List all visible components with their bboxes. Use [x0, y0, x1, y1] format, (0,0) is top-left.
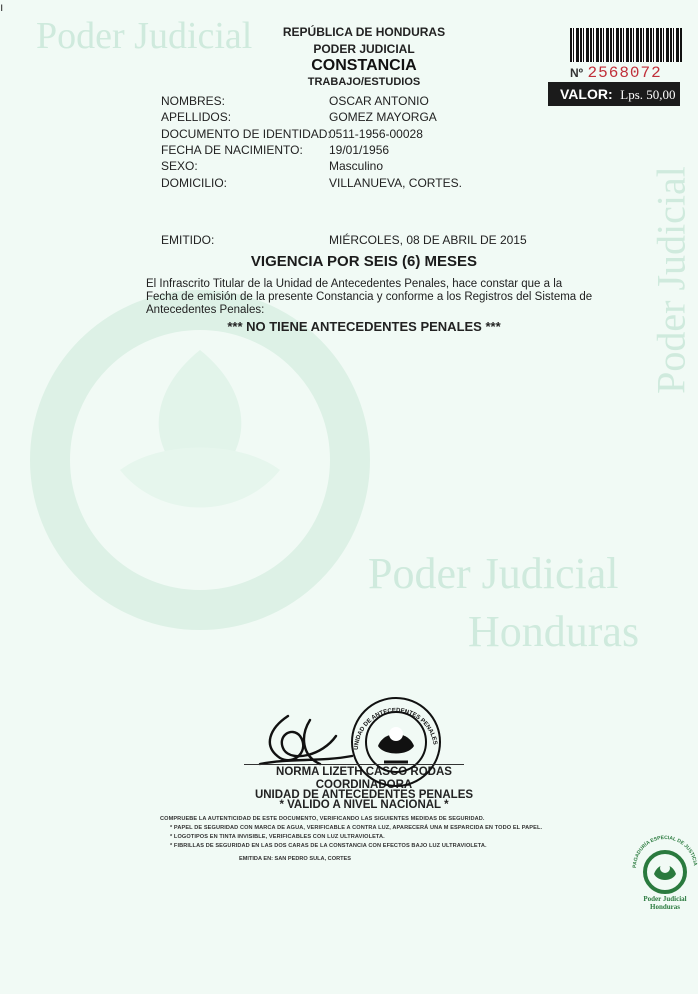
barcode: [570, 28, 682, 62]
svg-text:PAGADURÍA ESPECIAL DE JUSTICIA: PAGADURÍA ESPECIAL DE JUSTICIA: [631, 834, 698, 869]
signer-role: COORDINADORA: [315, 779, 413, 791]
logo-caption-line1: Poder Judicial: [643, 895, 687, 903]
header-republic: REPÚBLICA DE HONDURAS: [282, 25, 446, 39]
watermark-seal-emblem: [30, 290, 390, 630]
nombres-value: OSCAR ANTONIO: [329, 94, 429, 108]
security-note-fibers: * FIBRILLAS DE SEGURIDAD EN LAS DOS CARAS DE LA CONSTANCIA CON EFECTOS BAJO LUZ ULTRAVIOLETA.: [170, 843, 487, 849]
documento-value: 0511-1956-00028: [329, 127, 423, 141]
emitted-in: EMITIDA EN: SAN PEDRO SULA, CORTES: [239, 856, 351, 862]
signer-name: NORMA LIZETH CASCO RODAS: [276, 766, 452, 778]
nacimiento-value: 19/01/1956: [329, 143, 390, 157]
corner-mark: ı: [0, 0, 4, 14]
emitido-label: EMITIDO:: [161, 233, 215, 247]
sexo-value: Masculino: [329, 159, 384, 173]
document-subtitle: TRABAJO/ESTUDIOS: [307, 76, 421, 88]
valor-box: [548, 82, 680, 106]
logo-caption-line2: Honduras: [650, 903, 680, 911]
valor-amount: Lps. 50,00: [620, 87, 676, 102]
document-title: CONSTANCIA: [311, 57, 417, 74]
documento-label: DOCUMENTO DE IDENTIDAD:: [161, 127, 331, 141]
emitido-value: MIÉRCOLES, 08 DE ABRIL DE 2015: [329, 233, 527, 247]
security-note-watermark: * PAPEL DE SEGURIDAD CON MARCA DE AGUA, VERIFICABLE A CONTRA LUZ, APARECERÁ UNA M ESPARCIDA EN TODO EL PAPEL.: [170, 825, 543, 831]
handwritten-signature: [240, 706, 360, 776]
watermark-center-line2: Honduras: [468, 607, 640, 656]
result-statement: *** NO TIENE ANTECEDENTES PENALES ***: [227, 319, 501, 334]
domicilio-label: DOMICILIO:: [161, 176, 228, 190]
pagaduria-logo-caption: [630, 895, 698, 911]
validity-note: * VALIDO A NIVEL NACIONAL *: [279, 799, 449, 811]
domicilio-value: VILLANUEVA, CORTES.: [329, 176, 462, 190]
serial-label: Nº: [570, 66, 584, 80]
serial-value: 2568072: [587, 64, 662, 82]
declaration-paragraph: El Infrascrito Titular de la Unidad de Antecedentes Penales, hace constar que a la Fecha de emisión de la presente Constancia y conforme a los Registros del Sistema de Antecedentes Penales:: [146, 278, 593, 316]
signer-unit: UNIDAD DE ANTECEDENTES PENALES: [254, 789, 474, 801]
svg-text:UNIDAD DE ANTECEDENTES PENALES: UNIDAD DE ANTECEDENTES PENALES: [353, 707, 438, 751]
security-note-logos: * LOGOTIPOS EN TINTA INVISIBLE, VERIFICABLES CON LUZ ULTRAVIOLETA.: [170, 834, 385, 840]
header-poder-judicial: PODER JUDICIAL: [313, 42, 415, 56]
security-intro: COMPRUEBE LA AUTENTICIDAD DE ESTE DOCUMENTO, VERIFICANDO LAS SIGUIENTES MEDIDAS DE SEGURIDAD.: [160, 816, 485, 822]
signature-line: [244, 764, 464, 765]
watermark-center-line1: Poder Judicial: [368, 549, 619, 598]
watermark-right-vertical: Poder Judicial: [648, 166, 694, 394]
valor-label: VALOR:: [560, 86, 613, 102]
sexo-label: SEXO:: [161, 159, 198, 173]
unit-seal-stamp: [344, 690, 448, 794]
watermark-top-left: Poder Judicial: [36, 15, 253, 57]
vigencia-heading: VIGENCIA POR SEIS (6) MESES: [250, 253, 478, 270]
apellidos-value: GOMEZ MAYORGA: [329, 110, 437, 124]
nombres-label: NOMBRES:: [161, 94, 226, 108]
apellidos-label: APELLIDOS:: [161, 110, 232, 124]
serial-number: [570, 64, 662, 82]
pagaduria-logo-emblem: [630, 832, 698, 898]
nacimiento-label: FECHA DE NACIMIENTO:: [161, 143, 303, 157]
